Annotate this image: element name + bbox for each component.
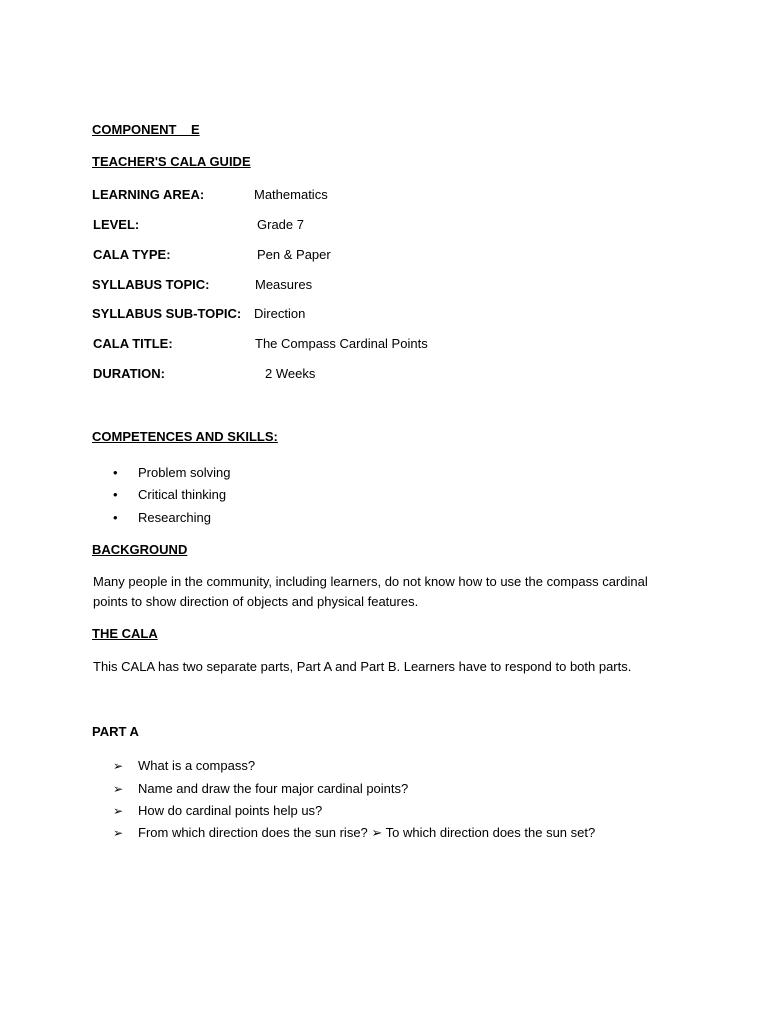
info-label-learning-area: LEARNING AREA: [92, 187, 205, 202]
list-item-label: Critical thinking [138, 487, 227, 502]
info-value-cala-title: The Compass Cardinal Points [255, 336, 428, 351]
question-text: Name and draw the four major cardinal points? [138, 781, 409, 796]
part-a-heading: PART A [92, 724, 139, 739]
info-value-learning-area: Mathematics [254, 187, 328, 202]
list-item [113, 825, 595, 841]
bullet-dot-icon: • [113, 465, 118, 480]
info-label-syllabus-sub-topic: SYLLABUS SUB-TOPIC: [92, 306, 242, 321]
competences-heading: COMPETENCES AND SKILLS: [92, 429, 278, 444]
list-item-label: Problem solving [138, 465, 231, 480]
question-text: How do cardinal points help us? [138, 803, 323, 818]
info-value-syllabus-topic: Measures [255, 277, 313, 292]
info-value-duration: 2 Weeks [265, 366, 316, 381]
component-heading: COMPONENT E [92, 122, 200, 137]
the-cala-heading: THE CALA [92, 626, 158, 641]
arrow-bullet-icon: ➢ [113, 759, 124, 773]
background-text: Many people in the community, including learners, do not know how to use the compass cardinal points to show direction of objects and physical features. [93, 574, 648, 609]
info-label-level: LEVEL: [93, 217, 140, 232]
info-value-cala-type: Pen & Paper [257, 247, 331, 262]
question-text: What is a compass? [138, 758, 256, 773]
question-text: From which direction does the sun rise? ➢ To which direction does the sun set? [138, 825, 596, 840]
info-value-level: Grade 7 [257, 217, 304, 232]
list-item [113, 781, 408, 797]
background-heading: BACKGROUND [92, 542, 188, 557]
bullet-dot-icon: • [113, 510, 118, 525]
the-cala-text: This CALA has two separate parts, Part A and Part B. Learners have to respond to both parts. [93, 659, 632, 674]
arrow-bullet-icon: ➢ [113, 826, 124, 840]
list-item [113, 465, 231, 481]
info-value-syllabus-sub-topic: Direction [254, 306, 306, 321]
info-label-cala-title: CALA TITLE: [93, 336, 173, 351]
list-item [113, 510, 211, 526]
info-label-cala-type: CALA TYPE: [93, 247, 171, 262]
list-item-label: Researching [138, 510, 211, 525]
list-item [113, 758, 255, 774]
info-label-duration: DURATION: [93, 366, 165, 381]
bullet-dot-icon: • [113, 487, 118, 502]
guide-title: TEACHER'S CALA GUIDE [92, 154, 251, 169]
list-item [113, 487, 226, 503]
list-item [113, 803, 322, 819]
arrow-bullet-icon: ➢ [113, 782, 124, 796]
arrow-bullet-icon: ➢ [113, 804, 124, 818]
info-label-syllabus-topic: SYLLABUS TOPIC: [92, 277, 210, 292]
